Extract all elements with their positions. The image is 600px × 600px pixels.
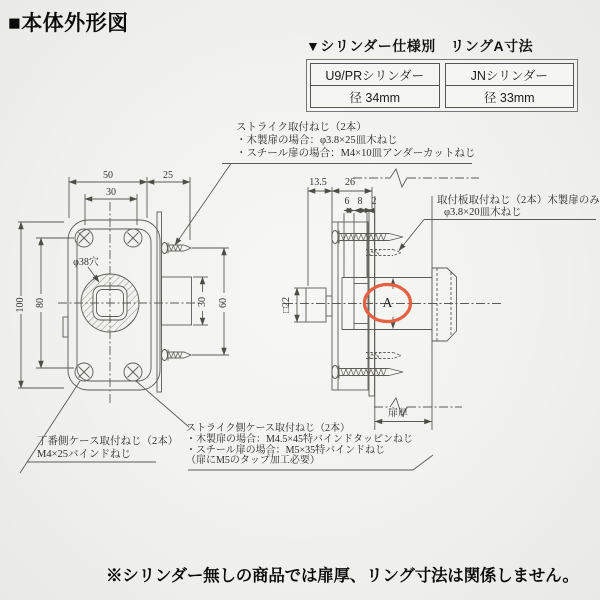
page-title	[8, 7, 129, 37]
dim-door-thickness: 扉厚	[388, 408, 408, 419]
dim-height-100: 100	[15, 297, 26, 313]
title-bullet-icon: ■	[8, 12, 22, 35]
dim-inner-30: 30	[106, 187, 116, 198]
dim-hole-38: φ38穴	[73, 257, 99, 268]
dim-2: 2	[371, 196, 377, 207]
dim-protrude-25: 25	[163, 170, 173, 181]
annotation-line: ・木製扉の場合：φ3.8×25皿木ねじ	[236, 135, 398, 147]
annotation-line: 取付板取付ねじ（2本）木製扉のみ	[437, 195, 600, 206]
annotation-line: φ3.8×20皿木ねじ	[444, 207, 522, 218]
annotation-line: ストライク側ケース取付ねじ（2本）	[186, 423, 350, 434]
dim-span-60: 60	[218, 297, 229, 308]
cylinder-spec-table	[306, 36, 578, 112]
annotation-plate-screw	[437, 195, 600, 219]
cylinder-head	[432, 268, 457, 341]
dim-square-22: □22	[281, 296, 292, 314]
screw-icon	[162, 243, 192, 254]
hidden-screw-icon	[366, 250, 401, 256]
annotation-line: ・木製扉の場合：M4.5×45特バインドタッピンねじ	[186, 433, 414, 445]
spec-col-u9pr	[310, 63, 440, 108]
spec-table-body	[306, 59, 578, 112]
annotation-line: ・スチール扉の場合：M4×10皿アンダーカットねじ	[236, 148, 476, 160]
ring-diameter: 径 34mm	[349, 91, 401, 105]
page-title-text: 本体外形図	[21, 12, 129, 35]
ring-diameter: 径 33mm	[483, 91, 535, 105]
dim-ring-a: A	[382, 295, 393, 310]
dim-bolt-30: 30	[196, 296, 208, 307]
annotation-hinge-side-screw	[37, 436, 178, 461]
front-latch-bolt	[162, 277, 192, 325]
dim-inner-80: 80	[35, 298, 46, 308]
dim-6: 6	[344, 196, 350, 207]
side-case	[332, 222, 368, 390]
annotation-strike-screw	[236, 121, 475, 161]
cylinder-type: JNシリンダー	[446, 64, 574, 86]
annotation-line: （扉にM5のタップ加工必要）	[186, 455, 320, 467]
front-mounting-plate	[157, 212, 162, 392]
footnote: ※シリンダー無しの商品では扉厚、リング寸法は関係しません。	[106, 567, 579, 585]
dim-8: 8	[357, 196, 363, 207]
annotation-line: ストライク取付ねじ（2本）	[236, 122, 367, 133]
annotation-strike-side-screw	[186, 424, 413, 467]
dim-depth-13-5: 13.5	[309, 177, 327, 188]
annotation-line: M4×25バインドねじ	[37, 448, 132, 460]
dim-width-50: 50	[103, 170, 113, 181]
side-thumbturn	[306, 288, 326, 322]
spec-table-header: ▼シリンダー仕様別 リングА寸法	[306, 38, 534, 54]
spec-col-jn	[445, 63, 575, 108]
annotation-line: ・スチール扉の場合：M5×35特バインドねじ	[186, 444, 386, 456]
cylinder-type: U9/PRシリンダー	[311, 64, 439, 86]
dim-depth-26: 26	[345, 177, 355, 188]
annotation-line: 丁番側ケース取付ねじ（2本）	[37, 436, 179, 447]
